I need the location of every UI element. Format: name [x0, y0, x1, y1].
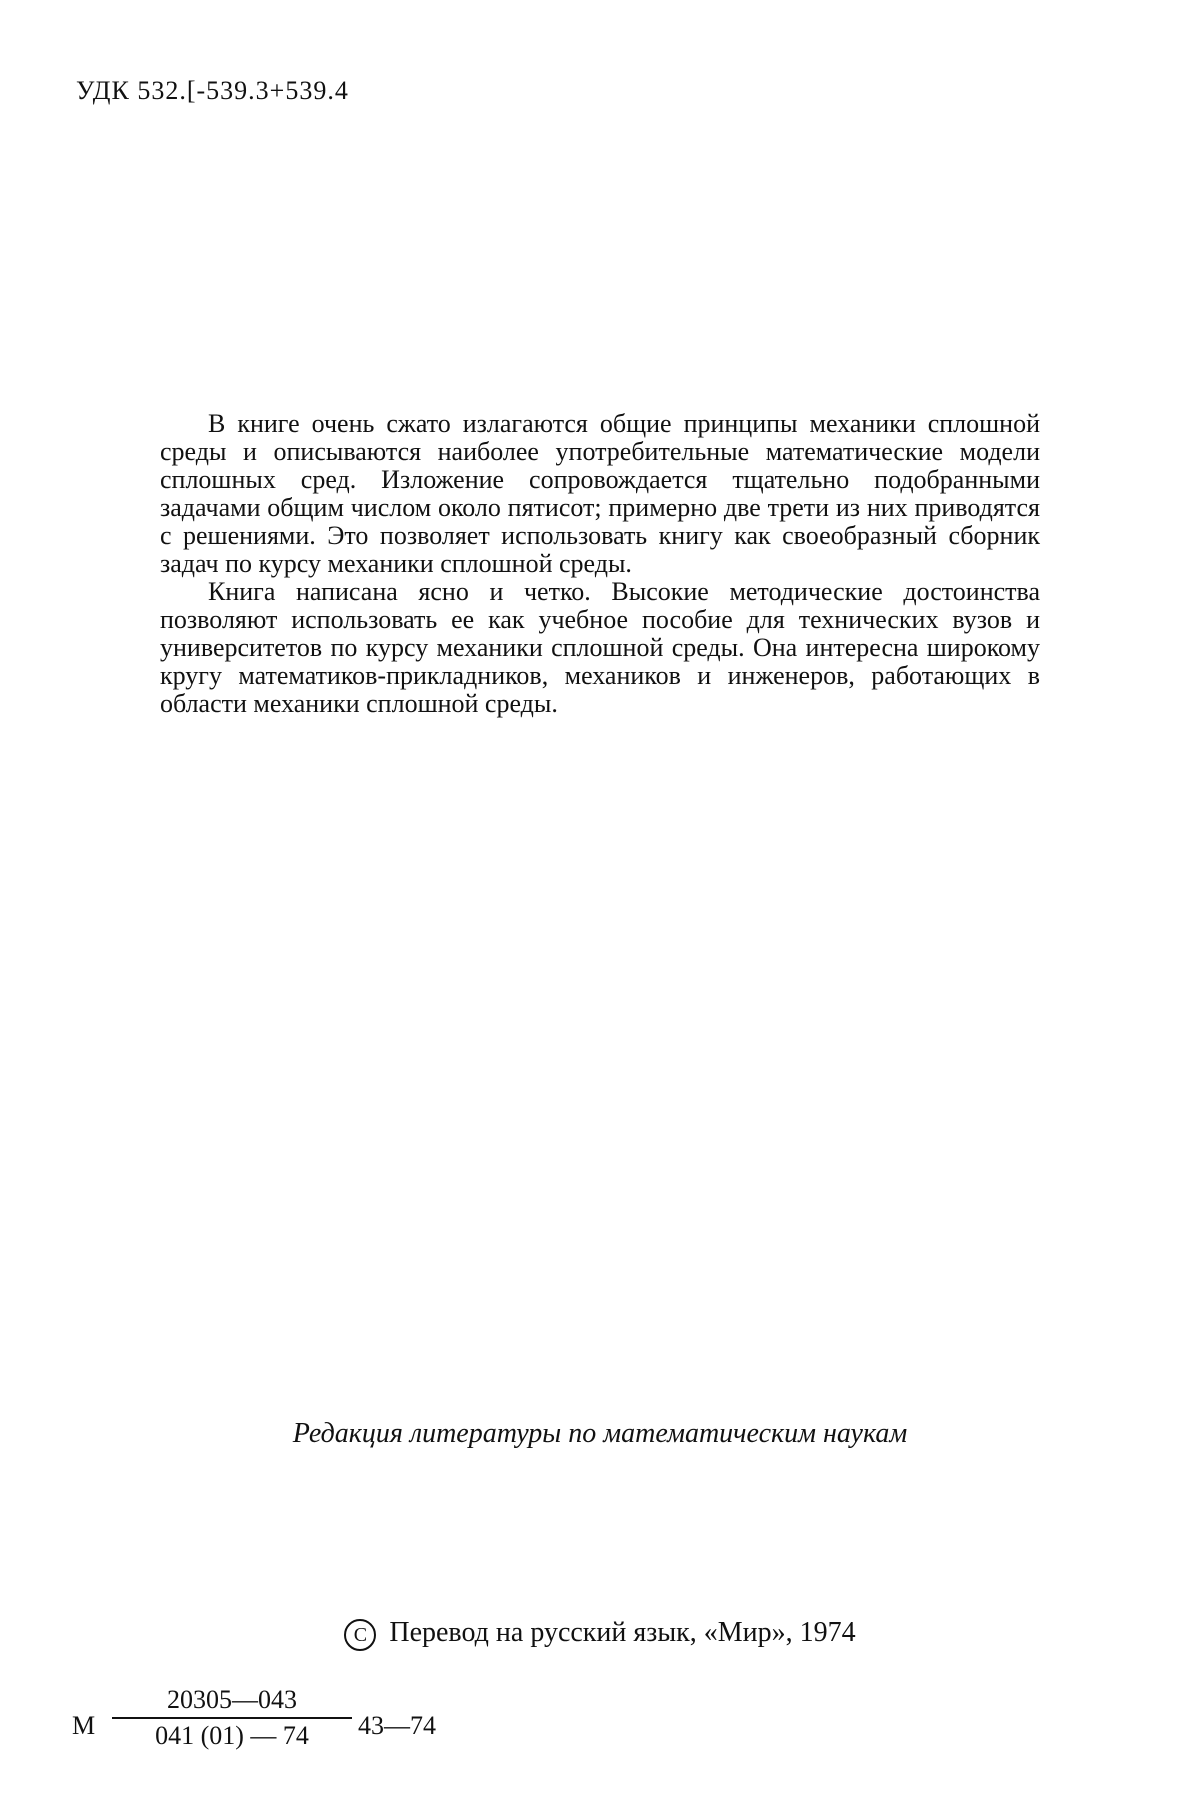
copyright-text: Перевод на русский язык, «Мир», 1974	[389, 1617, 856, 1648]
abstract-paragraph: Книга написана ясно и четко. Высокие методические достоинства позволяют использовать ее как учебное пособие для технических вузов и университетов по курсу механики сплошной среды. Она интересна широкому кругу математиков-прикладников, механиков и инженеров, работающих в области механики сплошной среды.	[160, 577, 1040, 718]
catalog-fraction	[112, 1685, 352, 1751]
copyright-line	[0, 1617, 1200, 1651]
copyright-icon: C	[344, 1619, 376, 1651]
abstract-paragraph: В книге очень сжато излагаются общие принципы механики сплошной среды и описываются наиболее употребительные математические модели сплошных сред. Изложение сопровождается тщательно подобранными задачами общим числом около пятисот; примерно две трети из них приводятся с решениями. Это позволяет использовать книгу как своеобразный сборник задач по курсу механики сплошной среды.	[160, 409, 1040, 578]
udk-code: УДК 532.[-539.3+539.4	[76, 76, 349, 105]
catalog-denominator: 041 (01) — 74	[155, 1721, 309, 1750]
catalog-suffix: 43—74	[358, 1711, 436, 1740]
book-abstract	[160, 410, 1040, 718]
catalog-letter: М	[72, 1711, 96, 1740]
catalog-numerator: 20305—043	[112, 1685, 352, 1719]
editorial-board: Редакция литературы по математическим наукам	[292, 1418, 908, 1449]
